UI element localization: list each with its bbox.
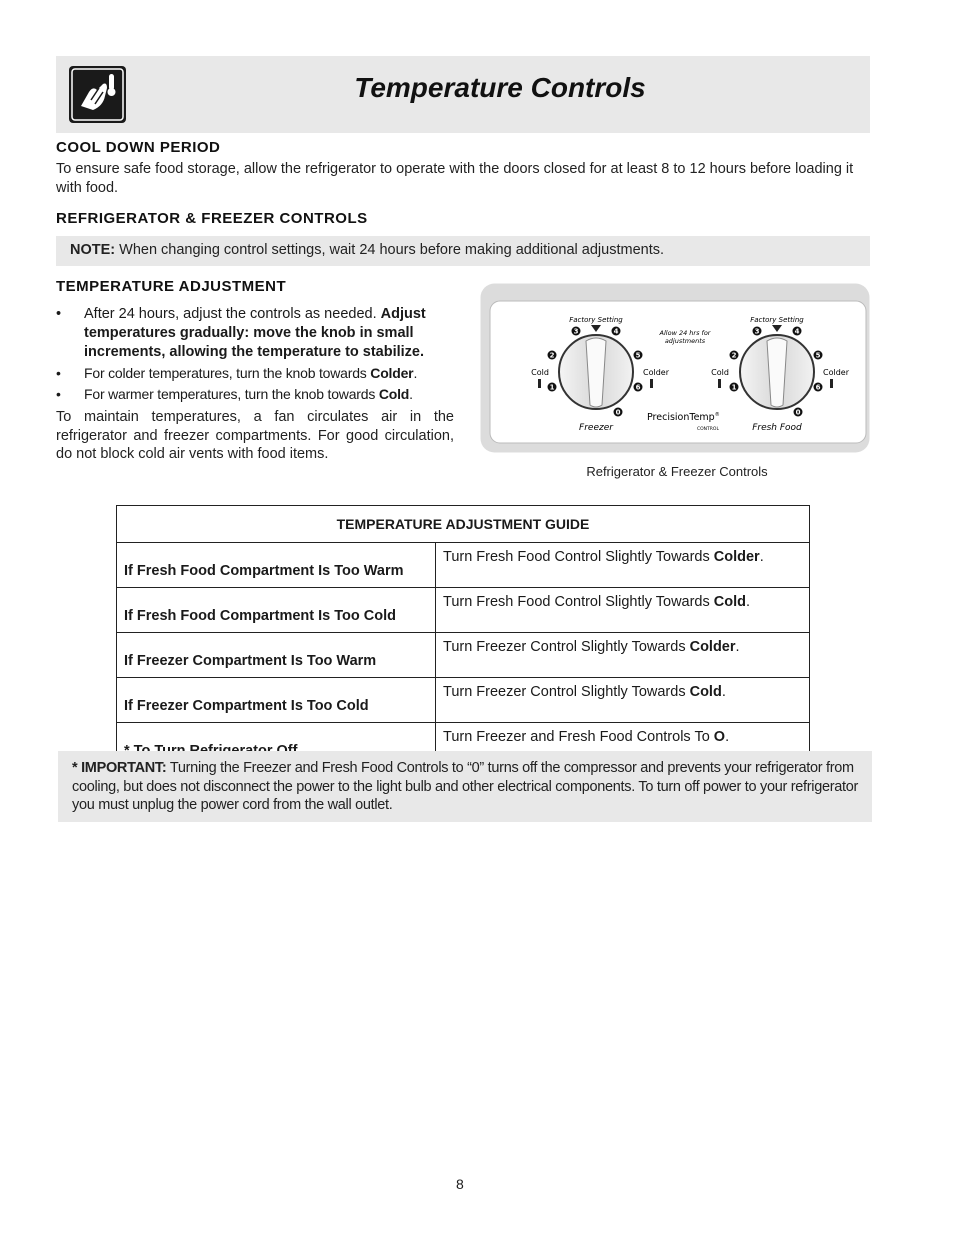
list-item	[56, 305, 456, 362]
cold-label: Cold	[711, 368, 729, 377]
note-body: When changing control settings, wait 24 hours before making additional adjustments.	[115, 242, 665, 258]
dial-number: 5	[635, 351, 641, 360]
dial-number: 3	[573, 327, 579, 336]
table-row	[117, 588, 810, 633]
fresh-food-label: Fresh Food	[752, 423, 802, 433]
action-cell: Turn Fresh Food Control Slightly Towards Cold.	[436, 588, 810, 633]
cool-down-text: To ensure safe food storage, allow the refrigerator to operate with the doors closed for at least 8 to 12 hours before loading it with food.	[56, 161, 854, 196]
condition-cell: If Fresh Food Compartment Is Too Cold	[117, 588, 436, 633]
dial-number: 1	[549, 383, 555, 392]
cool-down-section	[56, 139, 220, 156]
table-row	[117, 543, 810, 588]
bullet-period: .	[409, 386, 413, 402]
dial-number: 4	[794, 327, 800, 336]
allow-note-line2: adjustments	[664, 337, 706, 345]
factory-setting-label: Factory Setting	[750, 316, 804, 324]
cold-label: Cold	[531, 368, 549, 377]
controls-section	[56, 210, 368, 227]
bullet-dot: •	[56, 306, 62, 322]
adjustment-guide-table	[116, 505, 810, 768]
dial-number: 0	[615, 408, 621, 417]
adjustment-list	[56, 305, 456, 406]
figure-caption: Refrigerator & Freezer Controls	[586, 464, 768, 479]
condition-cell: If Fresh Food Compartment Is Too Warm	[117, 543, 436, 588]
dial-number: 1	[731, 383, 737, 392]
condition-cell: If Freezer Compartment Is Too Warm	[117, 633, 436, 678]
bullet-dot: •	[56, 386, 61, 402]
action-cell: Turn Freezer and Fresh Food Controls To O.	[436, 723, 810, 768]
dial-number: 2	[549, 351, 555, 360]
colder-label: Colder	[823, 368, 849, 377]
bullet-period: .	[413, 365, 418, 381]
important-body: Turning the Freezer and Fresh Food Controls to “0” turns off the compressor and prevents your refrigerator from cooling, but does not disconnect the power to the light bulb and other electrical components. To turn off power to your refrigerator you must unplug the power cord from the wall outlet.	[72, 760, 859, 813]
action-cell: Turn Freezer Control Slightly Towards Colder.	[436, 633, 810, 678]
bullet-text: After 24 hours, adjust the controls as needed.	[84, 306, 381, 322]
note-label: NOTE:	[70, 242, 116, 258]
condition-cell: If Freezer Compartment Is Too Cold	[117, 678, 436, 723]
controls-figure	[480, 283, 870, 453]
freezer-label: Freezer	[579, 423, 613, 433]
cool-down-heading: COOL DOWN PERIOD	[56, 139, 221, 156]
dial-number: 6	[815, 383, 821, 392]
bullet-dot: •	[56, 365, 61, 381]
dial-number: 3	[754, 327, 760, 336]
thermometer-hand-icon	[69, 66, 126, 123]
page-number: 8	[456, 1176, 464, 1192]
dial-number: 2	[731, 351, 737, 360]
table-row	[117, 678, 810, 723]
factory-setting-label: Factory Setting	[569, 316, 623, 324]
adjustment-heading: TEMPERATURE ADJUSTMENT	[56, 278, 287, 295]
colder-label: Colder	[643, 368, 669, 377]
page-title: Temperature Controls	[354, 72, 646, 103]
adjustment-section	[56, 278, 286, 295]
action-cell: Turn Freezer Control Slightly Towards Cold.	[436, 678, 810, 723]
table-row	[117, 633, 810, 678]
controls-heading: REFRIGERATOR & FREEZER CONTROLS	[56, 210, 368, 227]
list-item	[56, 385, 456, 404]
bullet-bold: Colder	[370, 365, 414, 381]
dial-number: 4	[613, 327, 619, 336]
allow-note-line1: Allow 24 hrs for	[659, 329, 711, 337]
table-header-row	[117, 506, 810, 543]
important-text	[72, 759, 862, 815]
brand-name: PrecisionTemp®	[647, 412, 720, 423]
table-title: TEMPERATURE ADJUSTMENT GUIDE	[117, 506, 810, 543]
note-text	[70, 242, 664, 258]
bullet-text: For colder temperatures, turn the knob towards	[84, 365, 371, 381]
bullet-bold: Adjust temperatures gradually: move the knob in small increments, allowing the temperature to stabilize.	[84, 306, 426, 360]
fan-text: To maintain temperatures, a fan circulates air in the refrigerator and freezer compartments. For good circulation, do not block cold air vents with food items.	[56, 409, 454, 462]
action-cell: Turn Fresh Food Control Slightly Towards Colder.	[436, 543, 810, 588]
list-item	[56, 364, 456, 383]
dial-number: 6	[635, 383, 641, 392]
dial-number: 5	[815, 351, 821, 360]
bullet-bold: Cold	[378, 386, 410, 402]
brand-sub: CONTROL	[697, 427, 719, 432]
important-label: * IMPORTANT:	[72, 760, 167, 776]
dial-number: 0	[795, 408, 801, 417]
bullet-text: For warmer temperatures, turn the knob towards	[84, 386, 379, 402]
